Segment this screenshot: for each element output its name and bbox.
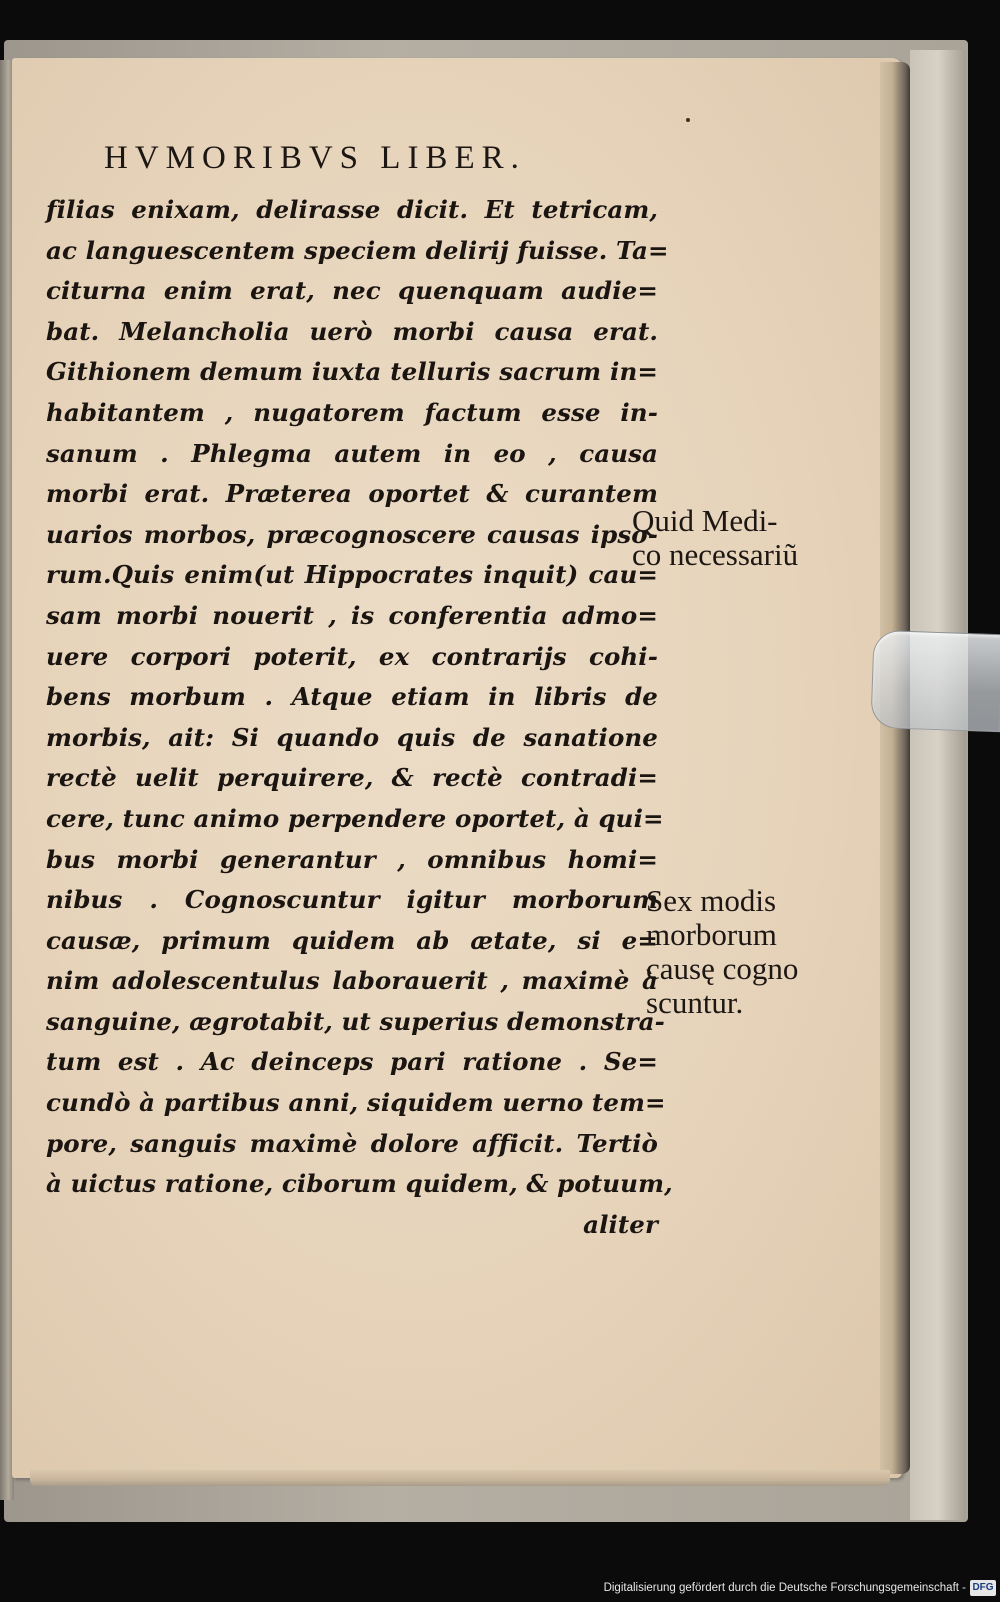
margin-note-line: scuntur. bbox=[646, 985, 744, 1020]
text-line: uarios morbos, præcognoscere causas ipso- bbox=[46, 519, 658, 549]
text-line: cere, tunc animo perpendere oportet, à qui= bbox=[46, 803, 664, 833]
body-text bbox=[46, 190, 673, 1245]
text-line: causæ, primum quidem ab ætate, si e= bbox=[46, 925, 658, 955]
margin-note-line: morborum bbox=[646, 917, 777, 952]
margin-note-sex-modis bbox=[646, 884, 798, 1020]
page-fore-edge bbox=[880, 62, 910, 1474]
margin-note-line: Sex modis bbox=[646, 883, 777, 918]
text-line: ac languescentem speciem delirij fuisse. Ta= bbox=[46, 235, 669, 265]
digitization-credit: Digitalisierung gefördert durch die Deutsche Forschungsgemeinschaft - bbox=[603, 1582, 966, 1594]
text-line: uere corpori poterit, ex contrarijs cohi- bbox=[46, 641, 658, 671]
text-line: nim adolescentulus laborauerit , maximè à bbox=[46, 966, 658, 996]
text-line: sanguine, ægrotabit, ut superius demonstra- bbox=[46, 1006, 665, 1036]
margin-note-medico bbox=[632, 504, 798, 572]
text-line: nibus . Cognoscuntur igitur morborum bbox=[46, 885, 658, 915]
running-head: HVMORIBVS LIBER. bbox=[104, 140, 526, 176]
text-line: Githionem demum iuxta telluris sacrum in= bbox=[46, 357, 658, 387]
text-line: bens morbum . Atque etiam in libris de bbox=[46, 682, 658, 712]
text-line: pore, sanguis maximè dolore afficit. Tertiò bbox=[46, 1128, 658, 1158]
text-line: morbi erat. Præterea oportet & curantem bbox=[46, 479, 658, 509]
text-line: filias enixam, delirasse dicit. Et tetricam, bbox=[46, 195, 658, 224]
text-line: tum est . Ac deinceps pari ratione . Se= bbox=[46, 1047, 658, 1077]
margin-note-line: causę cogno bbox=[646, 951, 799, 986]
margin-note-line: co necessariũ bbox=[632, 537, 799, 572]
catchword: aliter bbox=[583, 1209, 658, 1239]
book-board-edge bbox=[910, 50, 966, 1520]
text-line: bat. Melancholia uerò morbi causa erat. bbox=[46, 316, 658, 346]
text-line: bus morbi generantur , omnibus homi= bbox=[46, 844, 658, 874]
page-bottom-edge bbox=[30, 1470, 890, 1486]
page-clip-tab bbox=[870, 630, 1000, 733]
margin-note-line: Quid Medi- bbox=[632, 503, 778, 538]
text-line: cundò à partibus anni, siquidem uerno tem= bbox=[46, 1088, 666, 1118]
text-line: habitantem , nugatorem factum esse in- bbox=[46, 397, 658, 427]
text-line: rum.Quis enim(ut Hippocrates inquit) cau= bbox=[46, 560, 658, 590]
dfg-logo: DFG bbox=[970, 1580, 996, 1596]
ink-dot bbox=[686, 118, 690, 122]
text-line: à uictus ratione, ciborum quidem, & potuum, bbox=[46, 1169, 673, 1199]
text-line: rectè uelit perquirere, & rectè contradi= bbox=[46, 763, 658, 793]
text-line: sam morbi nouerit , is conferentia admo= bbox=[46, 600, 658, 630]
text-line: morbis, ait: Si quando quis de sanatione bbox=[46, 722, 658, 752]
text-line: citurna enim erat, nec quenquam audie= bbox=[46, 276, 658, 306]
text-line: sanum . Phlegma autem in eo , causa bbox=[46, 438, 658, 468]
